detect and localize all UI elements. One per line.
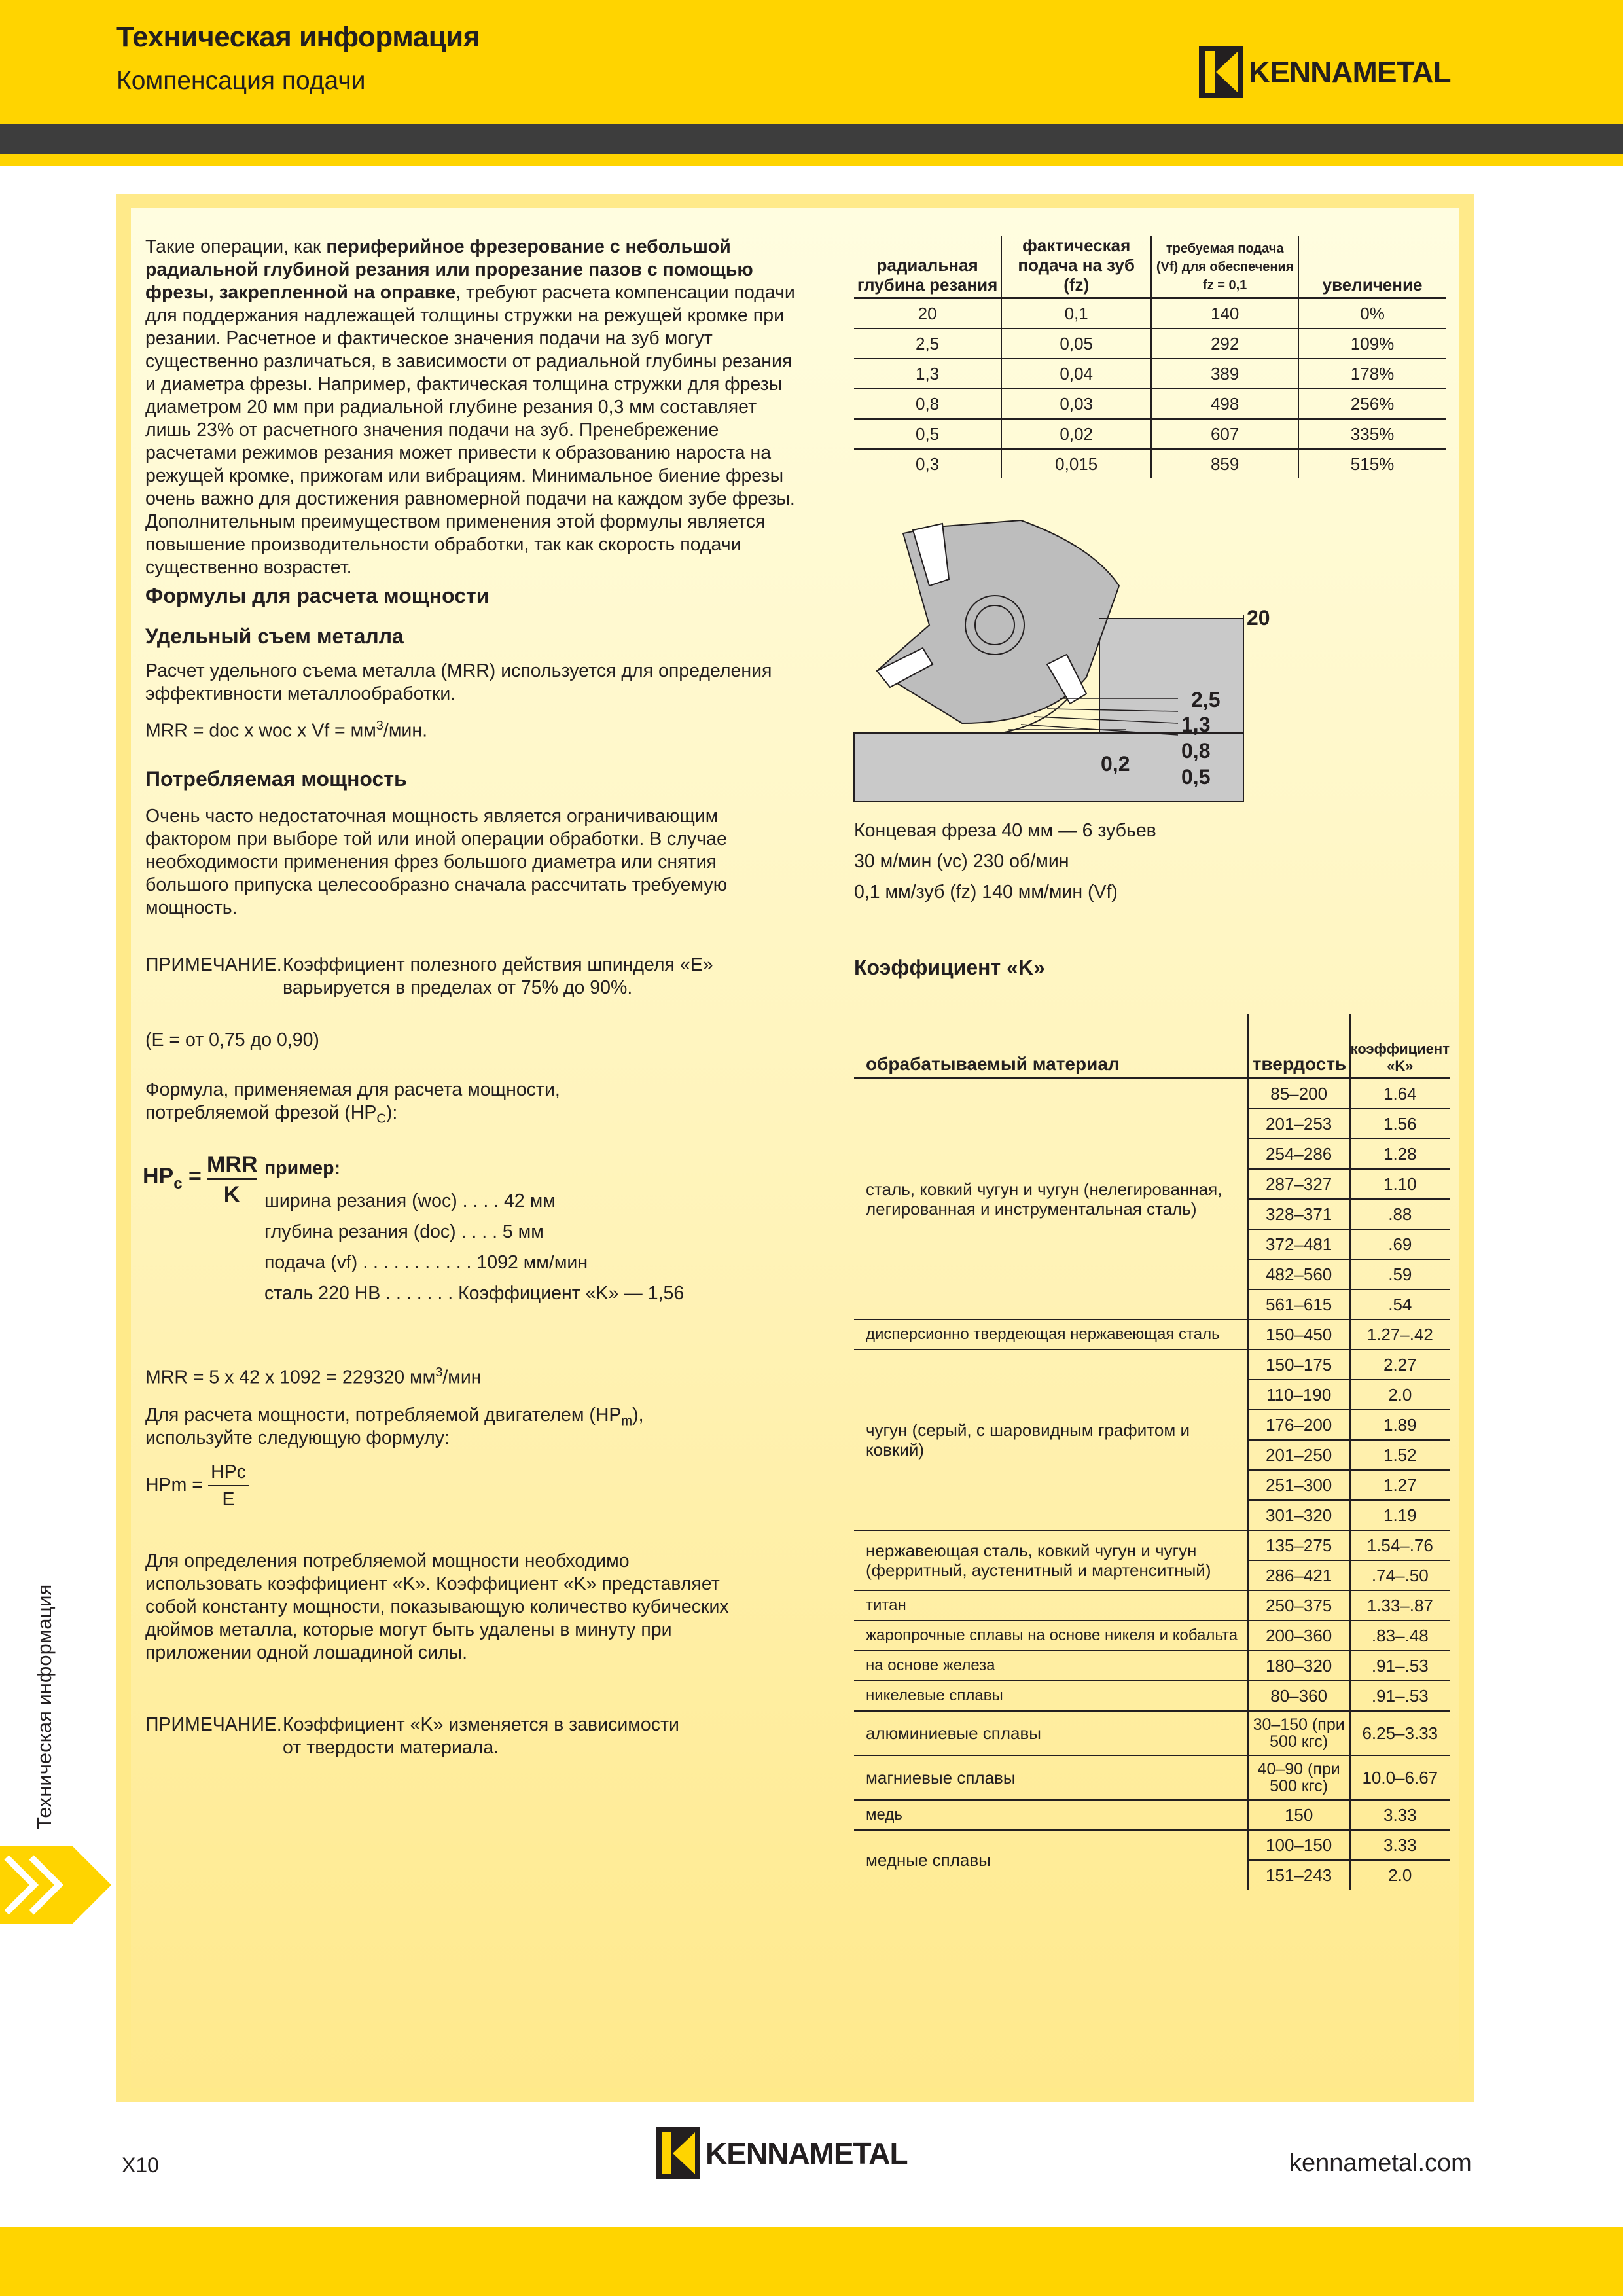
table-row: [854, 449, 1446, 478]
side-section-label: Техническая информация: [33, 1584, 56, 1829]
table-row: [854, 1621, 1450, 1651]
page-number: X10: [122, 2153, 159, 2177]
k-factor-cell: 1.89: [1350, 1410, 1450, 1440]
mrr-calculation: MRR = 5 x 42 x 1092 = 229320 $мм^3$/мин: [145, 1365, 482, 1388]
table-cell: 20: [854, 298, 1001, 329]
k-factor-cell: 1.54–.76: [1350, 1530, 1450, 1560]
hardness-cell: 254–286: [1248, 1139, 1350, 1169]
hardness-cell: 150–175: [1248, 1350, 1350, 1380]
hardness-cell: 372–481: [1248, 1229, 1350, 1259]
material-cell: на основе железа: [854, 1651, 1248, 1681]
table-row: [854, 1530, 1450, 1560]
k-factor-cell: 1.52: [1350, 1440, 1450, 1470]
hardness-cell: 151–243: [1248, 1860, 1350, 1890]
intro-paragraph: Такие операции, как периферийное фрезерование с небольшой радиальной глубиной резания или прорезание пазов с помощью фрезы, закрепленной на оправке, требуют расчета компенсации подачи для поддержания надлежащей толщины стружки на режущей кромке при резании. Расчетное и фактическое значения подачи на зуб могут существенно различаться, в зависимости от радиальной глубины резания и диаметра фрезы. Например, фактическая толщина стружки для фрезы диаметром 20 мм при радиальной глубине резания 0,3 мм составляет лишь 23% от расчетного значения подачи на зуб. Пренебрежение расчетами режимов резания может привести к образованию нароста на режущей кромке, прижогам или вибрациям. Минимальное биение фрезы очень важно для достижения равномерной подачи на каждом зубе фрезы. Дополнительным преимуществом применения этой формулы является повышение производительности обработки, так как скорость подачи существенно возрастет.: [145, 236, 795, 578]
example-line: сталь 220 HB . . . . . . . Коэффициент «K» — 1,56: [264, 1283, 685, 1304]
note2-text: Коэффициент «K» изменяется в зависимости от твердости материала.: [283, 1714, 679, 1758]
hpm-denominator: E: [222, 1489, 235, 1510]
depth-label-0-8: 0,8: [1181, 739, 1211, 762]
table-cell: 0,03: [1001, 389, 1151, 419]
hardness-cell: 150–450: [1248, 1319, 1350, 1350]
hardness-cell: 328–371: [1248, 1199, 1350, 1229]
table-row: [854, 1681, 1450, 1711]
table-cell: 0,1: [1001, 298, 1151, 329]
hardness-cell: 200–360: [1248, 1621, 1350, 1651]
k-factor-cell: .91–.53: [1350, 1681, 1450, 1711]
cutter-hub: [965, 596, 1024, 655]
k-factor-cell: 6.25–3.33: [1350, 1711, 1450, 1755]
hardness-cell: 180–320: [1248, 1651, 1350, 1681]
depth-label-0-5: 0,5: [1181, 765, 1211, 789]
k-factor-cell: .59: [1350, 1259, 1450, 1289]
table-cell: 0,04: [1001, 359, 1151, 389]
table-cell: 0%: [1298, 298, 1446, 329]
k-factor-cell: 1.19: [1350, 1500, 1450, 1530]
hardness-cell: 251–300: [1248, 1470, 1350, 1500]
k-factor-cell: 2.0: [1350, 1860, 1450, 1890]
k-explanation: Для определения потребляемой мощности необходимо использовать коэффициент «K». Коэффициент «K» представляет собой константу мощности, показывающую количество кубических дюймов металла, которые могут быть удалены в минуту при приложении одной лошадиной силы.: [145, 1551, 729, 1663]
k-factor-cell: .91–.53: [1350, 1651, 1450, 1681]
table-row: [854, 389, 1446, 419]
example-label: пример:: [264, 1158, 340, 1179]
table-cell: 515%: [1298, 449, 1446, 478]
k-factor-cell: 10.0–6.67: [1350, 1755, 1450, 1800]
k-factor-cell: .83–.48: [1350, 1621, 1450, 1651]
table-cell: 607: [1151, 419, 1298, 449]
material-cell: нержавеющая сталь, ковкий чугун и чугун (ферритный, аустенитный и мартенситный): [854, 1530, 1248, 1590]
table-row: [854, 1319, 1450, 1350]
hardness-cell: 150: [1248, 1800, 1350, 1830]
hardness-cell: 176–200: [1248, 1410, 1350, 1440]
page-title: Техническая информация: [116, 21, 480, 53]
note1-text: Коэффициент полезного действия шпинделя «E» варьируется в пределах от 75% до 90%.: [283, 954, 713, 998]
motor-text-2: используйте следующую формулу:: [145, 1427, 450, 1448]
k-factor-cell: .54: [1350, 1289, 1450, 1319]
feed-compensation-table: [854, 236, 1446, 478]
k-factor-cell: 3.33: [1350, 1800, 1450, 1830]
depth-label-2-5: 2,5: [1191, 688, 1221, 711]
mrr-text: Расчет удельного съема металла (MRR) используется для определения эффективности металлообработки.: [145, 660, 772, 704]
material-cell: жаропрочные сплавы на основе никеля и кобальта: [854, 1621, 1248, 1651]
kennametal-k-icon: [656, 2127, 700, 2179]
hardness-cell: 201–253: [1248, 1109, 1350, 1139]
hardness-cell: 80–360: [1248, 1681, 1350, 1711]
hardness-cell: 250–375: [1248, 1590, 1350, 1621]
hardness-cell: 287–327: [1248, 1169, 1350, 1199]
example-list: [264, 1186, 684, 1309]
mrr-heading: Удельный съем металла: [145, 624, 404, 648]
col-actual-feed: фактическая подача на зуб (fz): [1001, 236, 1151, 298]
k-coefficient-heading: Коэффициент «K»: [854, 956, 1045, 979]
formula-intro-2: потребляемой фрезой $(HP_C)$:: [145, 1102, 398, 1126]
hardness-cell: 301–320: [1248, 1500, 1350, 1530]
e-range: (E = от 0,75 до 0,90): [145, 1030, 319, 1050]
table-cell: 389: [1151, 359, 1298, 389]
k-factor-cell: 1.28: [1350, 1139, 1450, 1169]
table-cell: 256%: [1298, 389, 1446, 419]
table-row: [854, 1830, 1450, 1860]
material-cell: сталь, ковкий чугун и чугун (нелегированная, легированная и инструментальная сталь): [854, 1079, 1248, 1320]
k-factor-cell: 2.27: [1350, 1350, 1450, 1380]
workpiece-step: [1099, 619, 1243, 733]
kennametal-k-icon: [1199, 46, 1243, 98]
table-cell: 140: [1151, 298, 1298, 329]
hpc-symbol: $HP_c$ =: [143, 1164, 202, 1193]
material-cell: никелевые сплавы: [854, 1681, 1248, 1711]
table-cell: 0,015: [1001, 449, 1151, 478]
table-row: [854, 298, 1446, 329]
k-factor-cell: .88: [1350, 1199, 1450, 1229]
kennametal-logo: KENNAMETAL: [1199, 46, 1451, 98]
material-cell: алюминиевые сплавы: [854, 1711, 1248, 1755]
consumed-power-heading: Потребляемая мощность: [145, 767, 407, 791]
material-cell: титан: [854, 1590, 1248, 1621]
table-cell: 859: [1151, 449, 1298, 478]
hardness-cell: 100–150: [1248, 1830, 1350, 1860]
note1-label: ПРИМЕЧАНИЕ.: [145, 954, 282, 975]
table-cell: 0,05: [1001, 329, 1151, 359]
table-cell: 109%: [1298, 329, 1446, 359]
header-yellow-stripe: [0, 154, 1623, 166]
k-factor-cell: 3.33: [1350, 1830, 1450, 1860]
col-hardness: твердость: [1248, 1014, 1350, 1079]
k-factor-cell: .74–.50: [1350, 1560, 1450, 1590]
table-row: [854, 1711, 1450, 1755]
k-factor-cell: .69: [1350, 1229, 1450, 1259]
table-cell: 0,3: [854, 449, 1001, 478]
table-cell: 2,5: [854, 329, 1001, 359]
hardness-cell: 110–190: [1248, 1380, 1350, 1410]
table-row: [854, 1079, 1450, 1109]
k-factor-cell: 1.27–.42: [1350, 1319, 1450, 1350]
depth-label-0-2: 0,2: [1101, 752, 1130, 776]
table-row: [854, 419, 1446, 449]
table-cell: 1,3: [854, 359, 1001, 389]
hpc-numerator: MRR: [207, 1152, 258, 1177]
diagram-caption: Концевая фреза 40 мм — 6 зубьев 30 м/мин (vc) 230 об/мин 0,1 мм/зуб (fz) 140 мм/мин (Vf): [854, 820, 1156, 903]
material-cell: медь: [854, 1800, 1248, 1830]
hardness-cell: 135–275: [1248, 1530, 1350, 1560]
table-cell: 498: [1151, 389, 1298, 419]
table-cell: 178%: [1298, 359, 1446, 389]
table-row: [854, 1590, 1450, 1621]
hardness-cell: 482–560: [1248, 1259, 1350, 1289]
depth-label-20: 20: [1247, 606, 1270, 630]
table-cell: 292: [1151, 329, 1298, 359]
table-row: [854, 1651, 1450, 1681]
k-factor-cell: 1.10: [1350, 1169, 1450, 1199]
col-required-feed: требуемая подача (Vf) для обеспечения fz = 0,1: [1151, 236, 1298, 298]
website-link[interactable]: kennametal.com: [1289, 2149, 1472, 2177]
power-formulas-heading: Формулы для расчета мощности: [145, 584, 490, 607]
hardness-cell: 561–615: [1248, 1289, 1350, 1319]
k-factor-cell: 1.64: [1350, 1079, 1450, 1109]
col-radial-depth: радиальная глубина резания: [857, 255, 998, 295]
col-increase: увеличение: [1298, 236, 1446, 298]
motor-text-1: Для расчета мощности, потребляемой двигателем $(HP_m)$,: [145, 1405, 644, 1429]
material-cell: медные сплавы: [854, 1830, 1248, 1890]
table-row: [854, 359, 1446, 389]
hardness-cell: 40–90 (при 500 кгс): [1248, 1755, 1350, 1800]
chevron-right-icon: [0, 1846, 111, 1924]
fraction-bar: [207, 1178, 257, 1180]
k-factor-cell: 1.33–.87: [1350, 1590, 1450, 1621]
hpc-denominator: K: [223, 1182, 240, 1207]
k-factor-cell: 1.27: [1350, 1470, 1450, 1500]
fraction-bar: [208, 1485, 249, 1486]
example-line: подача (vf) . . . . . . . . . . . 1092 мм/мин: [264, 1252, 588, 1273]
hardness-cell: 201–250: [1248, 1440, 1350, 1470]
formula-intro-1: Формула, применяемая для расчета мощности,: [145, 1079, 560, 1100]
hardness-cell: 286–421: [1248, 1560, 1350, 1590]
table-cell: 0,8: [854, 389, 1001, 419]
table-row: [854, 1800, 1450, 1830]
page-subtitle: Компенсация подачи: [116, 67, 366, 95]
table-header-row: [854, 1014, 1450, 1079]
col-material: обрабатываемый материал: [854, 1014, 1248, 1079]
material-cell: дисперсионно твердеющая нержавеющая сталь: [854, 1319, 1248, 1350]
table-row: [854, 329, 1446, 359]
k-factor-cell: 2.0: [1350, 1380, 1450, 1410]
table-cell: 0,5: [854, 419, 1001, 449]
hardness-cell: 30–150 (при 500 кгс): [1248, 1711, 1350, 1755]
k-coefficient-table: [854, 1014, 1450, 1890]
k-factor-cell: 1.56: [1350, 1109, 1450, 1139]
table-row: [854, 1350, 1450, 1380]
footer-band: [0, 2227, 1623, 2296]
example-line: ширина резания (woc) . . . . 42 мм: [264, 1191, 556, 1211]
footer-kennametal-logo: KENNAMETAL: [656, 2127, 908, 2179]
note2-label: ПРИМЕЧАНИЕ.: [145, 1714, 282, 1735]
consumed-power-text: Очень часто недостаточная мощность является ограничивающим фактором при выборе той или иной операции обработки. В случае необходимости применения фрез большого диаметра или снятия большого припуска целесообразно сначала рассчитать требуемую мощность.: [145, 806, 728, 918]
hpm-symbol: HPm =: [145, 1475, 203, 1496]
table-header-row: [854, 236, 1446, 298]
hardness-cell: 85–200: [1248, 1079, 1350, 1109]
example-line: глубина резания (doc) . . . . 5 мм: [264, 1221, 544, 1242]
depth-label-1-3: 1,3: [1181, 713, 1211, 736]
table-cell: 335%: [1298, 419, 1446, 449]
header-dark-stripe: [0, 124, 1623, 154]
table-row: [854, 1755, 1450, 1800]
col-k-factor: коэффициент «K»: [1350, 1014, 1450, 1079]
material-cell: чугун (серый, с шаровидным графитом и ковкий): [854, 1350, 1248, 1530]
material-cell: магниевые сплавы: [854, 1755, 1248, 1800]
cutter-diagram: [851, 507, 1283, 808]
hpm-numerator: HPc: [211, 1462, 246, 1482]
mrr-formula: MRR = doc x woc x $Vf = мм^3$/мин.: [145, 719, 428, 742]
table-cell: 0,02: [1001, 419, 1151, 449]
